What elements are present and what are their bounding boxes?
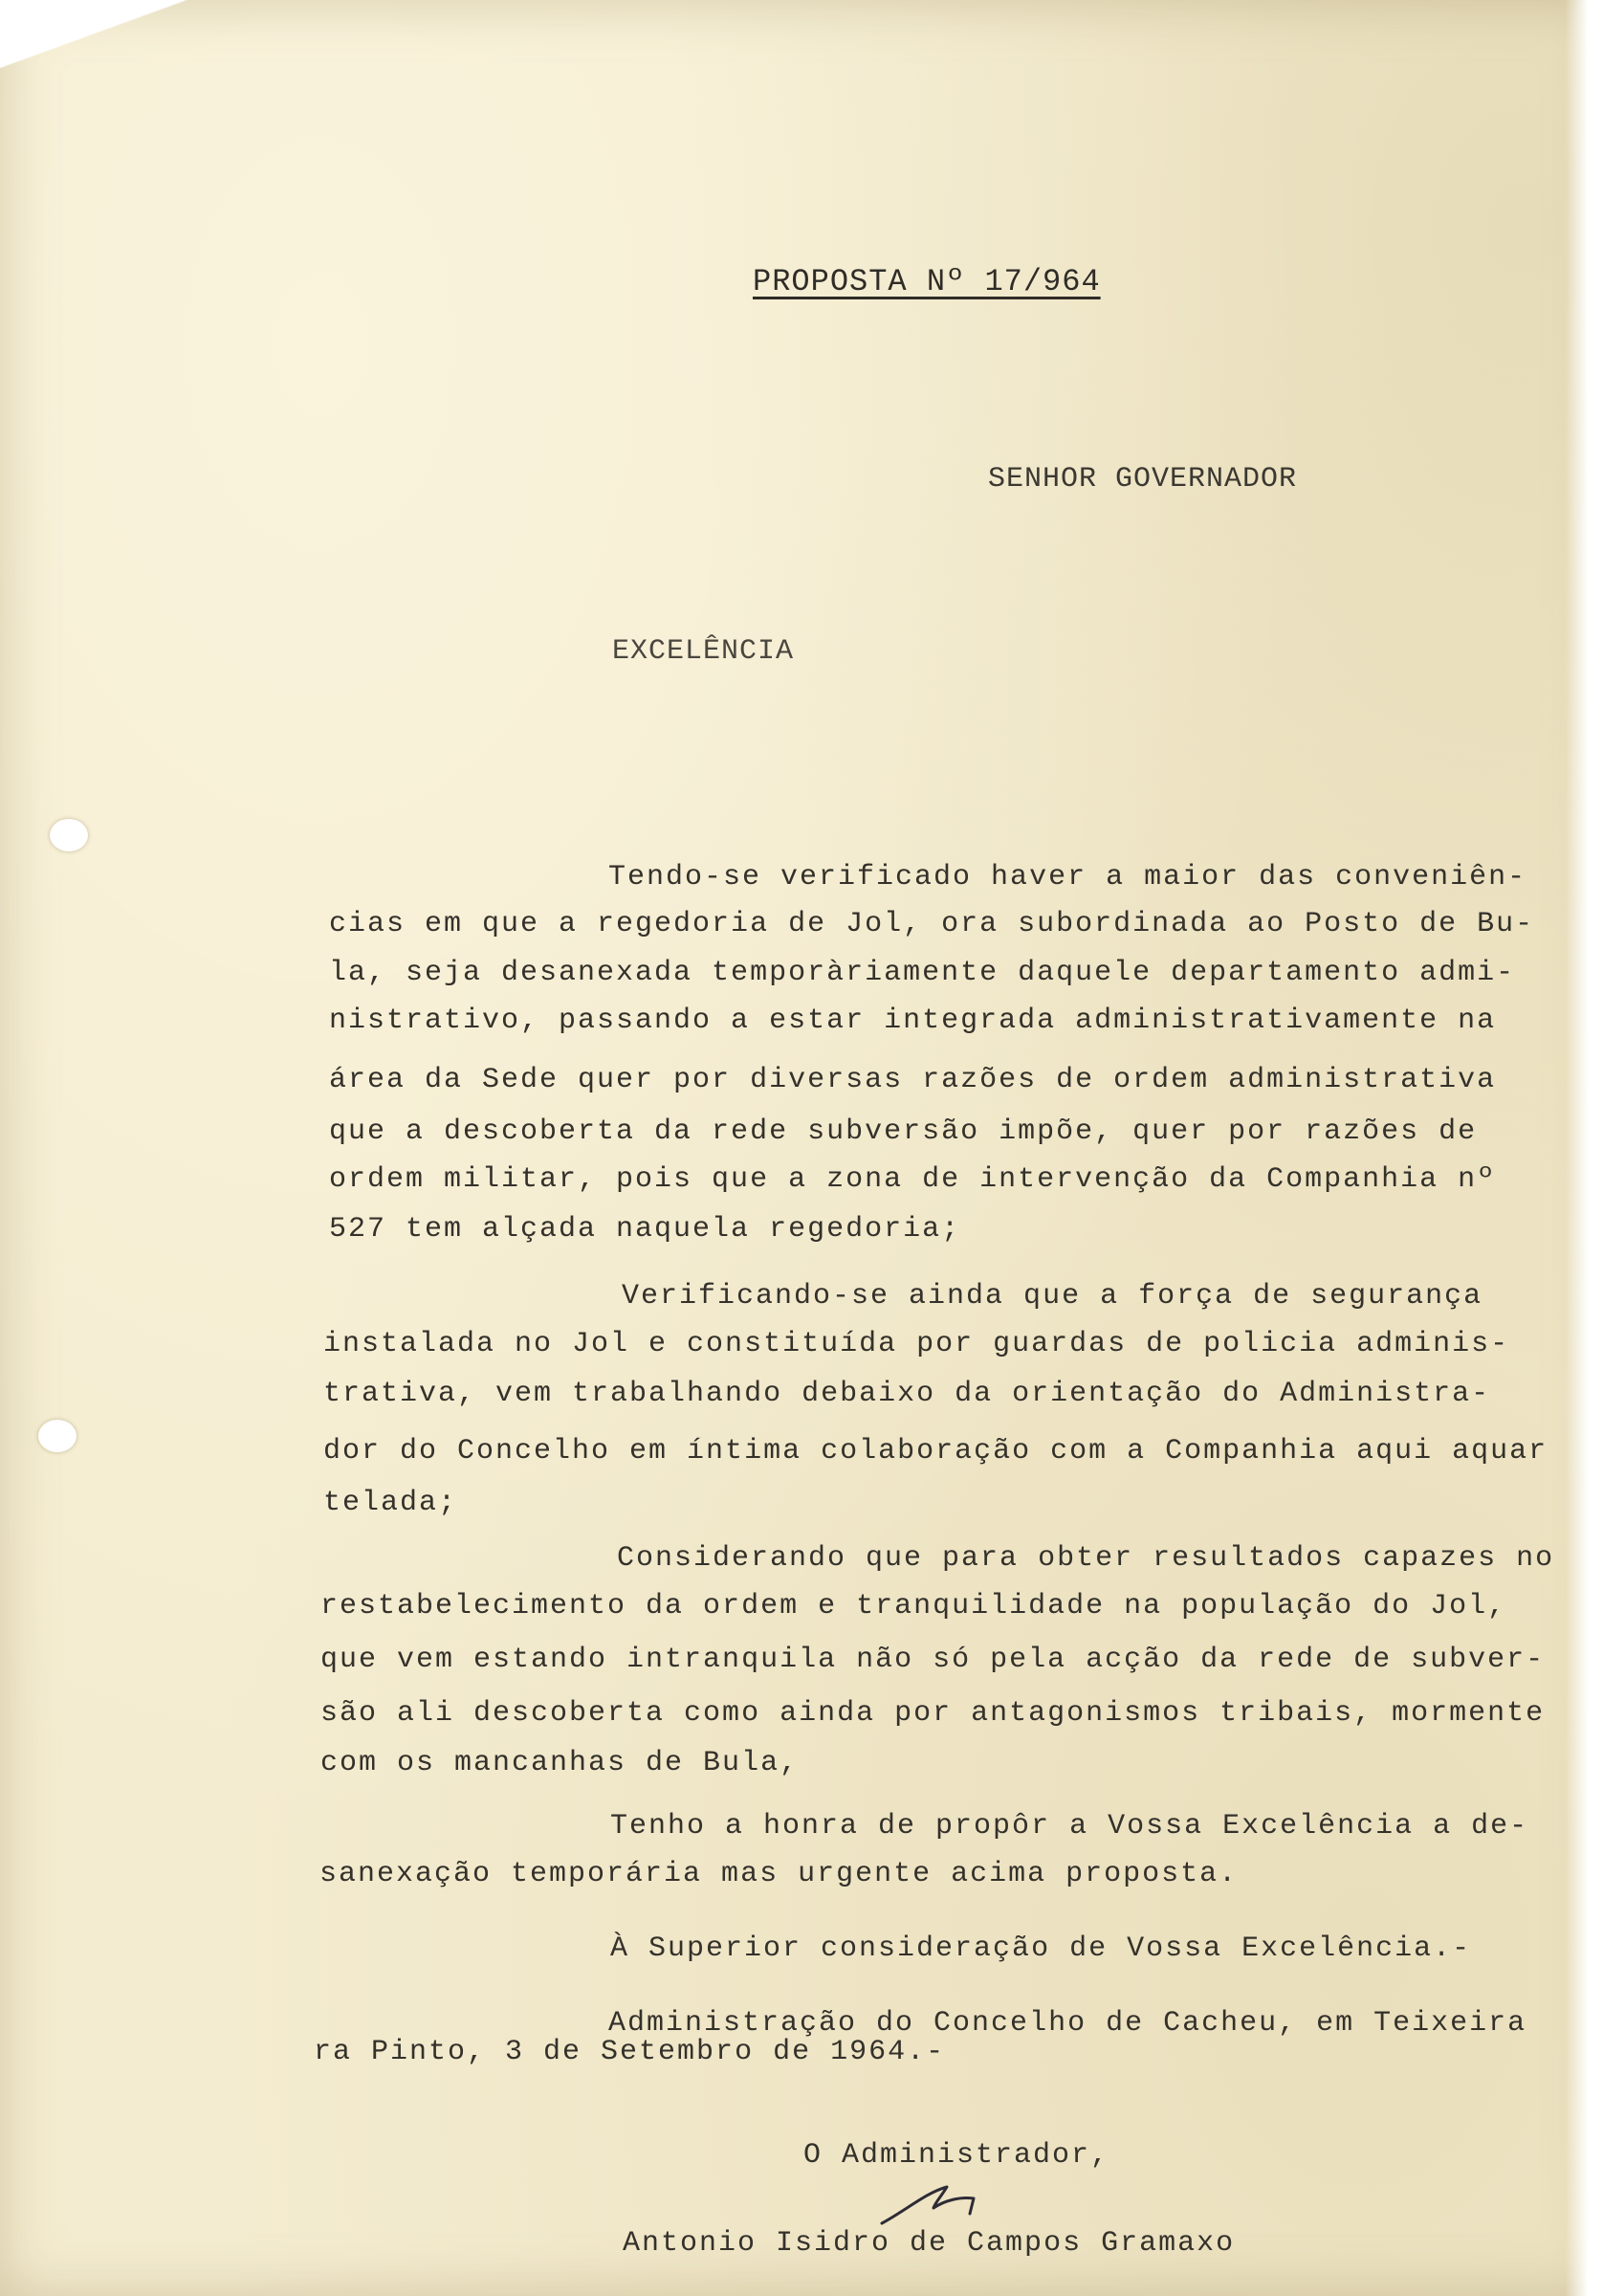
handwritten-signature <box>878 2164 1002 2231</box>
paragraph4-line: Tenho a honra de propôr a Vossa Excelência a de- <box>610 1810 1529 1843</box>
paragraph1-line: área da Sede quer por diversas razões de ordem administrativa <box>329 1064 1497 1096</box>
paragraph2-line: dor do Concelho em íntima colaboração com a Companhia aqui aquar <box>323 1435 1548 1468</box>
place-date-line: ra Pinto, 3 de Setembro de 1964.- <box>314 2036 946 2068</box>
place-date-line: Administração do Concelho de Cacheu, em Teixeira <box>608 2007 1527 2040</box>
punch-hole-top <box>50 819 88 851</box>
punch-hole-bottom <box>38 1420 77 1452</box>
torn-corner <box>0 0 249 86</box>
paragraph3-line: com os mancanhas de Bula, <box>320 1747 800 1779</box>
paragraph1-line: cias em que a regedoria de Jol, ora subordinada ao Posto de Bu- <box>329 908 1535 940</box>
salutation: EXCELÊNCIA <box>612 635 795 668</box>
paragraph1-line: que a descoberta da rede subversão impõe, quer por razões de <box>329 1115 1478 1148</box>
paragraph1-line: 527 tem alçada naquela regedoria; <box>329 1213 961 1246</box>
closing-line: À Superior consideração de Vossa Excelência.- <box>610 1932 1472 1965</box>
torn-right-edge <box>1565 0 1603 2296</box>
paragraph1-line: nistrativo, passando a estar integrada administrativamente na <box>329 1004 1497 1037</box>
paragraph2-line: telada; <box>323 1487 458 1519</box>
addressee: SENHOR GOVERNADOR <box>988 463 1298 496</box>
paragraph3-line: restabelecimento da ordem e tranquilidade na população do Jol, <box>320 1590 1507 1623</box>
paragraph3-line: que vem estando intranquila não só pela acção da rede de subver- <box>320 1644 1546 1676</box>
paragraph1-line: ordem militar, pois que a zona de intervenção da Companhia nº <box>329 1163 1497 1196</box>
paragraph3-line: Considerando que para obter resultados capazes no <box>617 1542 1555 1575</box>
paragraph2-line: Verificando-se ainda que a força de segurança <box>622 1280 1483 1313</box>
document-title: PROPOSTA Nº 17/964 <box>753 264 1101 299</box>
paragraph1-line: la, seja desanexada temporàriamente daquele departamento admi- <box>329 957 1516 989</box>
signatory-title: O Administrador, <box>803 2139 1110 2172</box>
paragraph3-line: são ali descoberta como ainda por antagonismos tribais, mormente <box>320 1697 1546 1730</box>
paragraph2-line: instalada no Jol e constituída por guardas de policia adminis- <box>323 1328 1510 1360</box>
paragraph4-line: sanexação temporária mas urgente acima proposta. <box>319 1858 1239 1890</box>
paragraph2-line: trativa, vem trabalhando debaixo da orientação do Administra- <box>323 1378 1491 1410</box>
signatory-name: Antonio Isidro de Campos Gramaxo <box>623 2227 1236 2260</box>
paragraph1-line: Tendo-se verificado haver a maior das conveniên- <box>608 861 1527 894</box>
